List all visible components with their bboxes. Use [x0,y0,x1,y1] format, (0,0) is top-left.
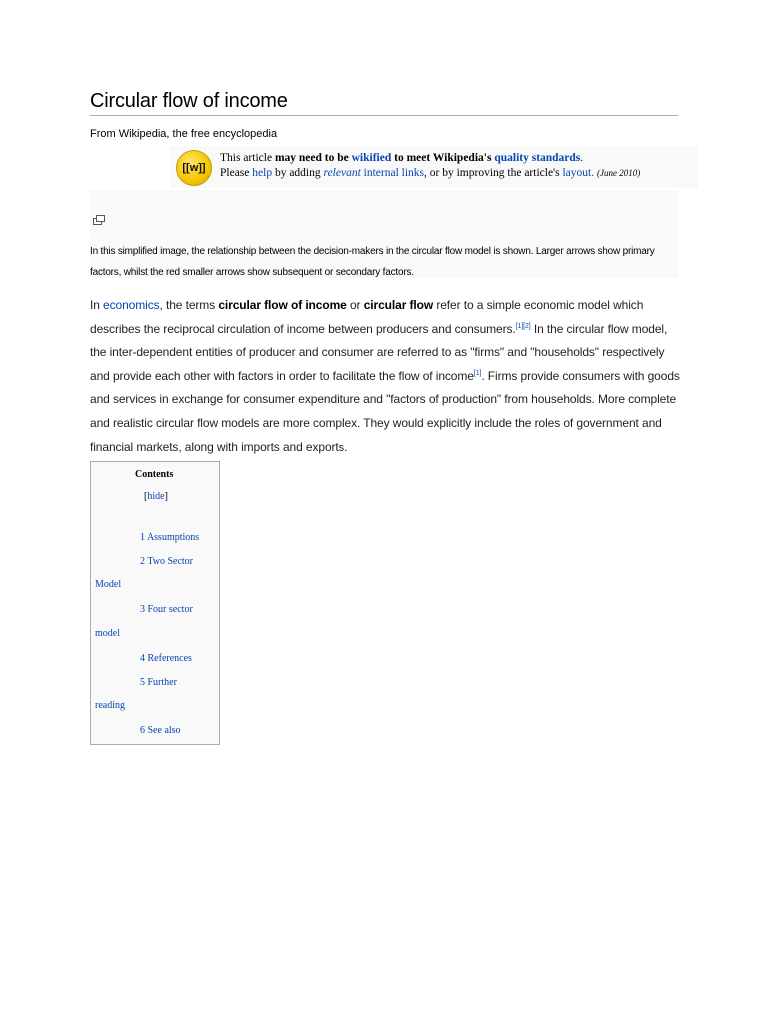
ref-1-link[interactable]: [1] [515,322,524,330]
economics-link[interactable]: economics [103,298,160,312]
toc-item-see-also[interactable]: 6 See also [140,725,181,736]
layout-link[interactable]: layout. [562,167,595,179]
toc-item-further[interactable]: 5 Further [140,677,177,688]
intro-paragraph: In economics, the terms circular flow of income or circular flow refer to a simple economic model which describes the reciprocal circulation of income between producers and consumers.[1][2] In the circular flow model, the inter-dependent entities of producer and consumer are referred to as "firms" and "households" respectively and provide each other with factors in order to facilitate the flow of income[1]. Firms provide consumers with goods and services in exchange for consumer expenditure and "factors of production" from households. More complete and realistic circular flow models are more complex. They would explicitly include the roles of government and financial markets, along with imports and exports. [90,298,680,454]
internal-links-link[interactable]: internal links [363,167,425,179]
site-tagline: From Wikipedia, the free encyclopedia [90,128,278,140]
toc-item-assumptions[interactable]: 1 Assumptions [140,532,200,543]
ref-1b-link[interactable]: [1] [473,369,482,377]
relevant-link[interactable]: relevant [323,167,361,179]
toc-item-references[interactable]: 4 References [140,653,192,664]
quality-standards-link[interactable]: quality standards [494,152,581,164]
toc-hide-link[interactable]: hide [147,491,165,502]
toc-item-four-sector[interactable]: 3 Four sector [140,604,193,615]
help-link[interactable]: help [252,167,273,179]
page-title: Circular flow of income [90,90,678,116]
toc-item-four-sector-cont[interactable]: model [95,628,120,639]
table-of-contents [90,461,220,745]
toc-hide-toggle: [hide] [144,491,168,502]
toc-title: Contents [135,469,174,480]
toc-item-further-cont[interactable]: reading [95,700,125,711]
notice-date: (June 2010) [596,168,641,178]
wikified-link[interactable]: wikified [351,152,392,164]
wikify-icon: [[w]] [176,150,212,186]
wikify-notice [170,146,698,188]
ref-2-link[interactable]: [2] [523,322,531,330]
image-caption-box [90,190,678,278]
notice-line-2: Please help by adding relevant internal links, or by improving the article's layout. (June 2010) [220,167,641,179]
toc-item-two-sector-cont[interactable]: Model [95,579,122,590]
magnify-icon[interactable] [93,215,105,225]
notice-line-1: This article may need to be wikified to meet Wikipedia's quality standards. [220,152,584,164]
image-caption: In this simplified image, the relationship between the decision-makers in the circular flow model is shown. Larger arrows show primary factors, whilst the red smaller arrows show subsequent or secondary factors. [90,246,655,278]
toc-item-two-sector[interactable]: 2 Two Sector [140,556,193,567]
